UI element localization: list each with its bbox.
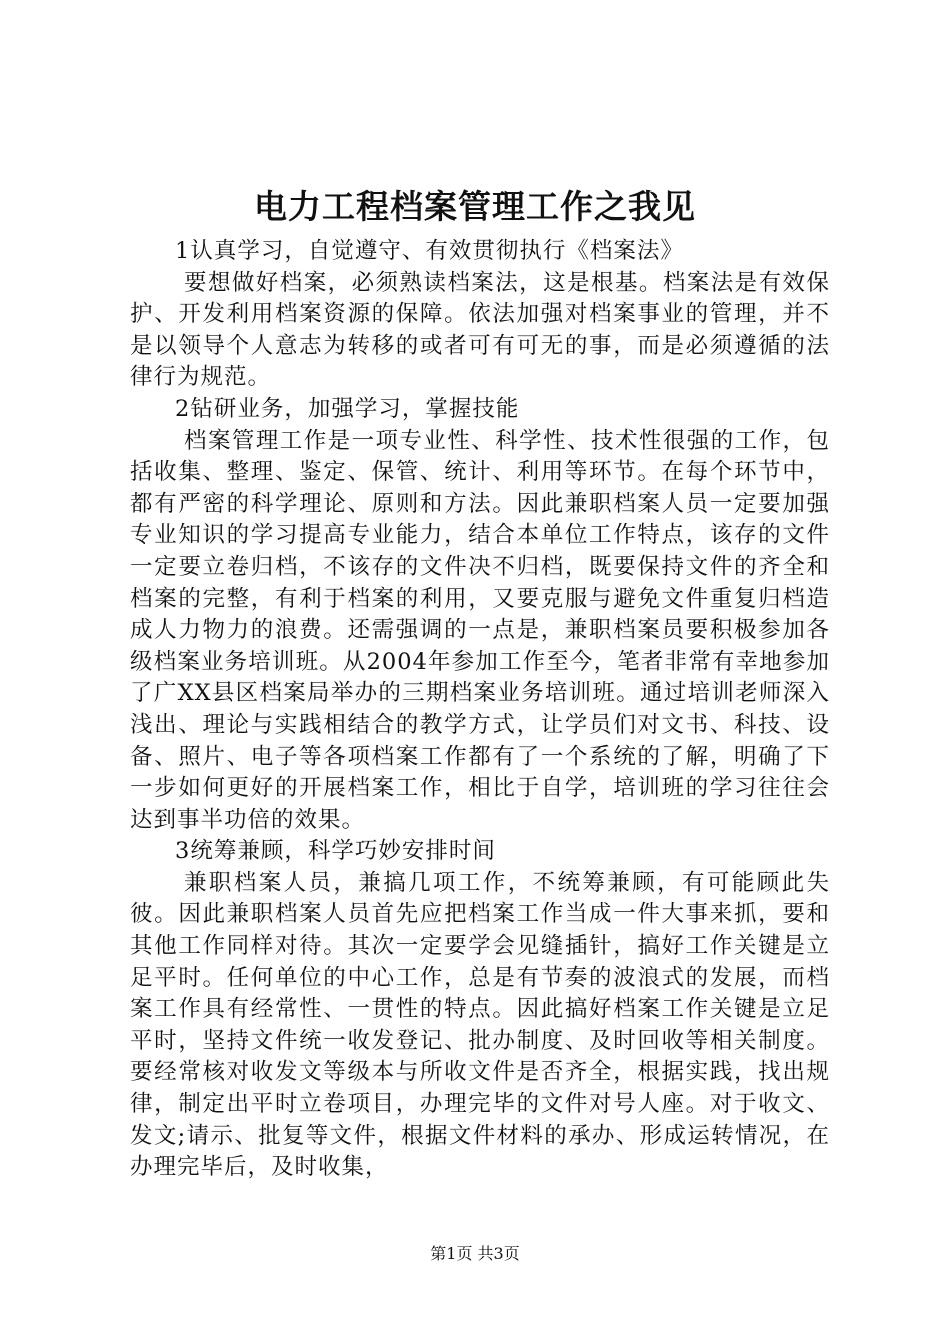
- section-paragraph-3: 兼职档案人员，兼搞几项工作，不统筹兼顾，有可能顾此失彼。因此兼职档案人员首先应把档案工作当成一件大事来抓，要和其他工作同样对待。其次一定要学会见缝插针，搞好工作关键是立足平时。任何单位的中心工作，总是有节奏的波浪式的发展，而档案工作具有经常性、一贯性的特点。因此搞好档案工作关键是立足平时，坚持文件统一收发登记、批办制度、及时回收等相关制度。要经常核对收发文等级本与所收文件是否齐全，根据实践，找出规律，制定出平时立卷项目，办理完毕的文件对号人座。对于收文、发文;请示、批复等文件，根据文件材料的承办、形成运转情况，在办理完毕后，及时收集，: [130, 869, 830, 1181]
- section-heading-2: 2钻研业务，加强学习，掌握技能: [175, 395, 520, 422]
- document-body: [130, 236, 830, 1184]
- document-title: 电力工程档案管理工作之我见: [254, 187, 696, 226]
- section-paragraph-1: 要想做好档案，必须熟读档案法，这是根基。档案法是有效保护、开发利用档案资源的保障。依法加强对档案事业的管理，并不是以领导个人意志为转移的或者可有可无的事，而是必须遵循的法律行为规范。: [130, 269, 830, 391]
- page-footer: 第1页 共3页: [430, 1244, 520, 1263]
- section-heading-1: 1认真学习，自觉遵守、有效贯彻执行《档案法》: [175, 238, 684, 264]
- section-heading-3: 3统筹兼顾，科学巧妙安排时间: [175, 838, 496, 865]
- section-paragraph-2: 档案管理工作是一项专业性、科学性、技术性很强的工作，包括收集、整理、鉴定、保管、统计、利用等环节。在每个环节中，都有严密的科学理论、原则和方法。因此兼职档案人员一定要加强专业知识的学习提高专业能力，结合本单位工作特点，该存的文件一定要立卷归档，不该存的文件决不归档，既要保持文件的齐全和档案的完整，有利于档案的利用，又要克服与避免文件重复归档造成人力物力的浪费。还需强调的一点是，兼职档案员要积极参加各级档案业务培训班。从2004年参加工作至今，笔者非常有幸地参加了广XX县区档案局举办的三期档案业务培训班。通过培训老师深入浅出、理论与实践相结合的教学方式，让学员们对文书、科技、设备、照片、电子等各项档案工作都有了一个系统的了解，明确了下一步如何更好的开展档案工作，相比于自学，培训班的学习往往会达到事半功倍的效果。: [130, 427, 830, 833]
